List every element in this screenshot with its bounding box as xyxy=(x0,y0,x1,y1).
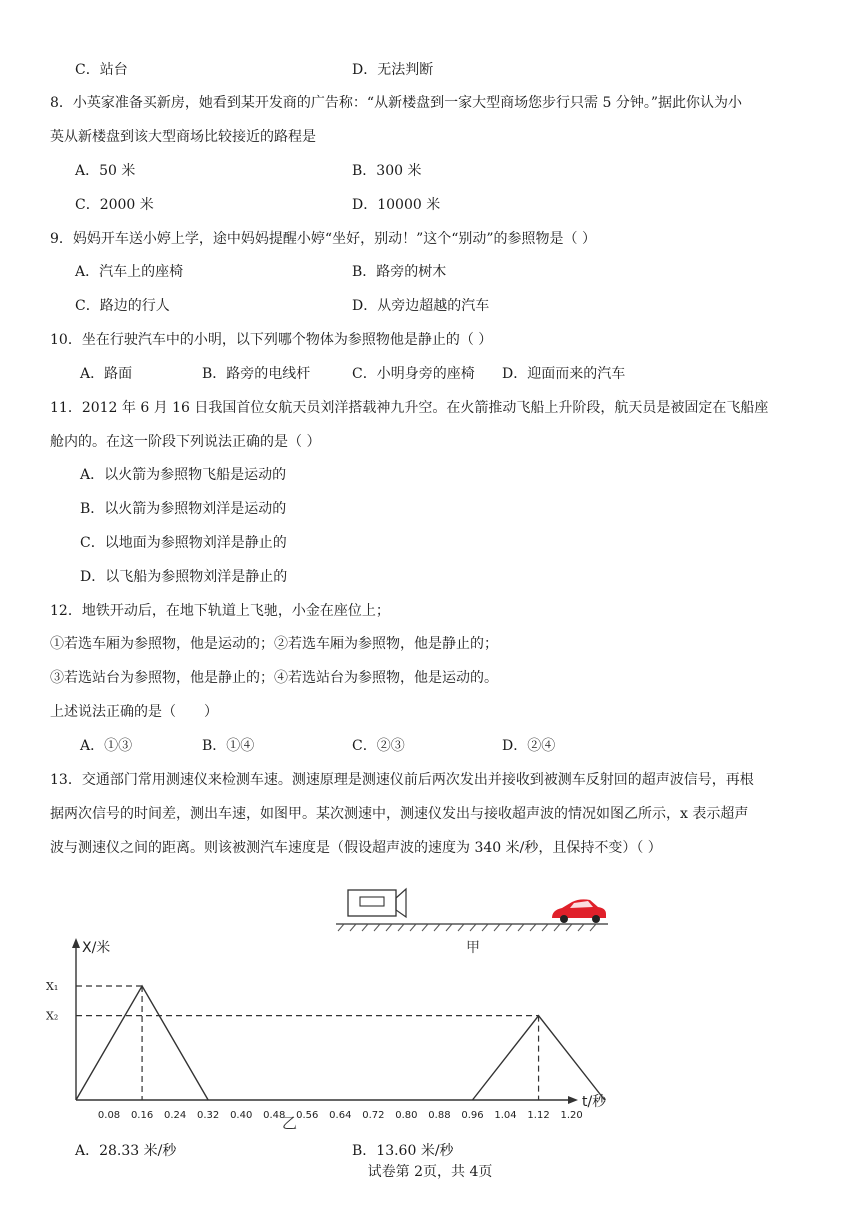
q8-stem-line2: 英从新楼盘到该大型商场比较接近的路程是 xyxy=(50,129,316,145)
q9-option-c: C．路边的行人 xyxy=(75,298,170,314)
q13-figure xyxy=(40,876,640,1136)
x-tick-label: 0.40 xyxy=(230,1110,253,1121)
q9-option-a: A．汽车上的座椅 xyxy=(75,264,184,280)
figure-label-yi: 乙 xyxy=(282,1114,298,1132)
x-tick-label: 0.56 xyxy=(296,1110,319,1121)
figure-label-jia: 甲 xyxy=(466,940,480,956)
x-tick-label: 0.64 xyxy=(329,1110,352,1121)
x-tick-label: 0.08 xyxy=(97,1110,121,1121)
q11-option-c: C．以地面为参照物刘洋是静止的 xyxy=(80,535,287,551)
q12-stem-line1: 12．地铁开动后，在地下轨道上飞驰，小金在座位上； xyxy=(50,603,390,619)
x-tick-label: 0.80 xyxy=(395,1110,418,1121)
x-tick-label: 0.96 xyxy=(461,1110,484,1121)
page-footer: 试卷第 2页，共 4页 xyxy=(367,1164,493,1180)
q7-option-d: D．无法判断 xyxy=(352,62,434,78)
q13-stem-line1: 13．交通部门常用测速仪来检测车速。测速原理是测速仪前后两次发出并接收到被测车反射回的超声波信号，再根 xyxy=(50,772,754,788)
x-tick-label: 0.24 xyxy=(163,1110,187,1121)
q9-option-d: D．从旁边超越的汽车 xyxy=(352,298,490,314)
q12-stem-line2: ①若选车厢为参照物，他是运动的；②若选车厢为参照物，他是静止的； xyxy=(50,636,498,652)
signal-1-line xyxy=(76,986,208,1100)
y-axis-label: X/米 xyxy=(82,940,111,956)
x-tick-label: 0.88 xyxy=(428,1110,451,1121)
q10-option-c: C．小明身旁的座椅 xyxy=(352,366,475,382)
q8-option-a: A．50 米 xyxy=(75,163,136,179)
x-axis-arrow xyxy=(568,1096,578,1104)
figure-jia xyxy=(336,889,608,956)
q11-option-a: A．以火箭为参照物飞船是运动的 xyxy=(80,467,287,483)
y-tick-label-x2: X₂ xyxy=(46,1009,59,1023)
x-tick-label: 0.72 xyxy=(362,1110,385,1121)
x-axis-label: t/秒 xyxy=(582,1094,607,1110)
q10-option-d: D．迎面而来的汽车 xyxy=(502,366,626,382)
x-tick-label: 1.12 xyxy=(527,1110,550,1121)
q9-stem-line1: 9．妈妈开车送小婷上学，途中妈妈提醒小婷“坐好，别动！”这个“别动”的参照物是（ ） xyxy=(50,231,596,247)
speed-detector-icon xyxy=(348,889,406,917)
x-tick-label: 1.20 xyxy=(560,1110,583,1121)
y-tick-label-x1: X₁ xyxy=(46,980,59,993)
q12-option-d: D．②④ xyxy=(502,738,556,754)
car-icon xyxy=(552,899,606,923)
q8-option-d: D．10000 米 xyxy=(352,197,441,213)
q11-stem-line1: 11．2012 年 6 月 16 日我国首位女航天员刘洋搭载神九升空。在火箭推动飞船上升阶段，航天员是被固定在飞船座 xyxy=(50,400,769,416)
q13-stem-line2: 据两次信号的时间差，测出车速，如图甲。某次测速中，测速仪发出与接收超声波的情况如图乙所示，x 表示超声 xyxy=(50,806,749,822)
figure-yi-chart xyxy=(46,938,607,1132)
q10-option-a: A．路面 xyxy=(80,366,133,382)
x-tick-label: 1.04 xyxy=(494,1110,517,1121)
q11-option-b: B．以火箭为参照物刘洋是运动的 xyxy=(80,501,287,517)
y-axis-arrow xyxy=(72,938,80,948)
q8-option-b: B．300 米 xyxy=(352,163,422,179)
q10-stem-line1: 10．坐在行驶汽车中的小明，以下列哪个物体为参照物他是静止的（ ） xyxy=(50,332,493,348)
q9-option-b: B．路旁的树木 xyxy=(352,264,447,280)
q8-stem-line1: 8．小英家准备买新房，她看到某开发商的广告称：“从新楼盘到一家大型商场您步行只需 5 分钟。”据此你认为小 xyxy=(50,95,743,111)
q13-option-b: B．13.60 米/秒 xyxy=(352,1143,454,1159)
x-tick-label: 0.16 xyxy=(130,1110,154,1121)
q7-option-c: C．站台 xyxy=(75,62,128,78)
q12-option-c: C．②③ xyxy=(352,738,405,754)
q11-option-d: D．以飞船为参照物刘洋是静止的 xyxy=(80,569,288,585)
q12-option-a: A．①③ xyxy=(80,738,133,754)
ground-hatch xyxy=(338,924,596,931)
q12-stem-line3: ③若选站台为参照物，他是静止的；④若选站台为参照物，他是运动的。 xyxy=(50,670,498,686)
q13-stem-line3: 波与测速仪之间的距离。则该被测汽车速度是（假设超声波的速度为 340 米/秒，且保持不变）（ ） xyxy=(50,840,662,856)
q8-option-c: C．2000 米 xyxy=(75,197,154,213)
q13-option-a: A．28.33 米/秒 xyxy=(75,1143,177,1159)
q11-stem-line2: 舱内的。在这一阶段下列说法正确的是（ ） xyxy=(50,434,321,450)
x-tick-label: 0.48 xyxy=(263,1110,286,1121)
q12-stem-line4: 上述说法正确的是（ ） xyxy=(50,704,218,720)
q10-option-b: B．路旁的电线杆 xyxy=(202,366,311,382)
x-tick-label: 0.32 xyxy=(197,1110,220,1121)
q12-option-b: B．①④ xyxy=(202,738,255,754)
